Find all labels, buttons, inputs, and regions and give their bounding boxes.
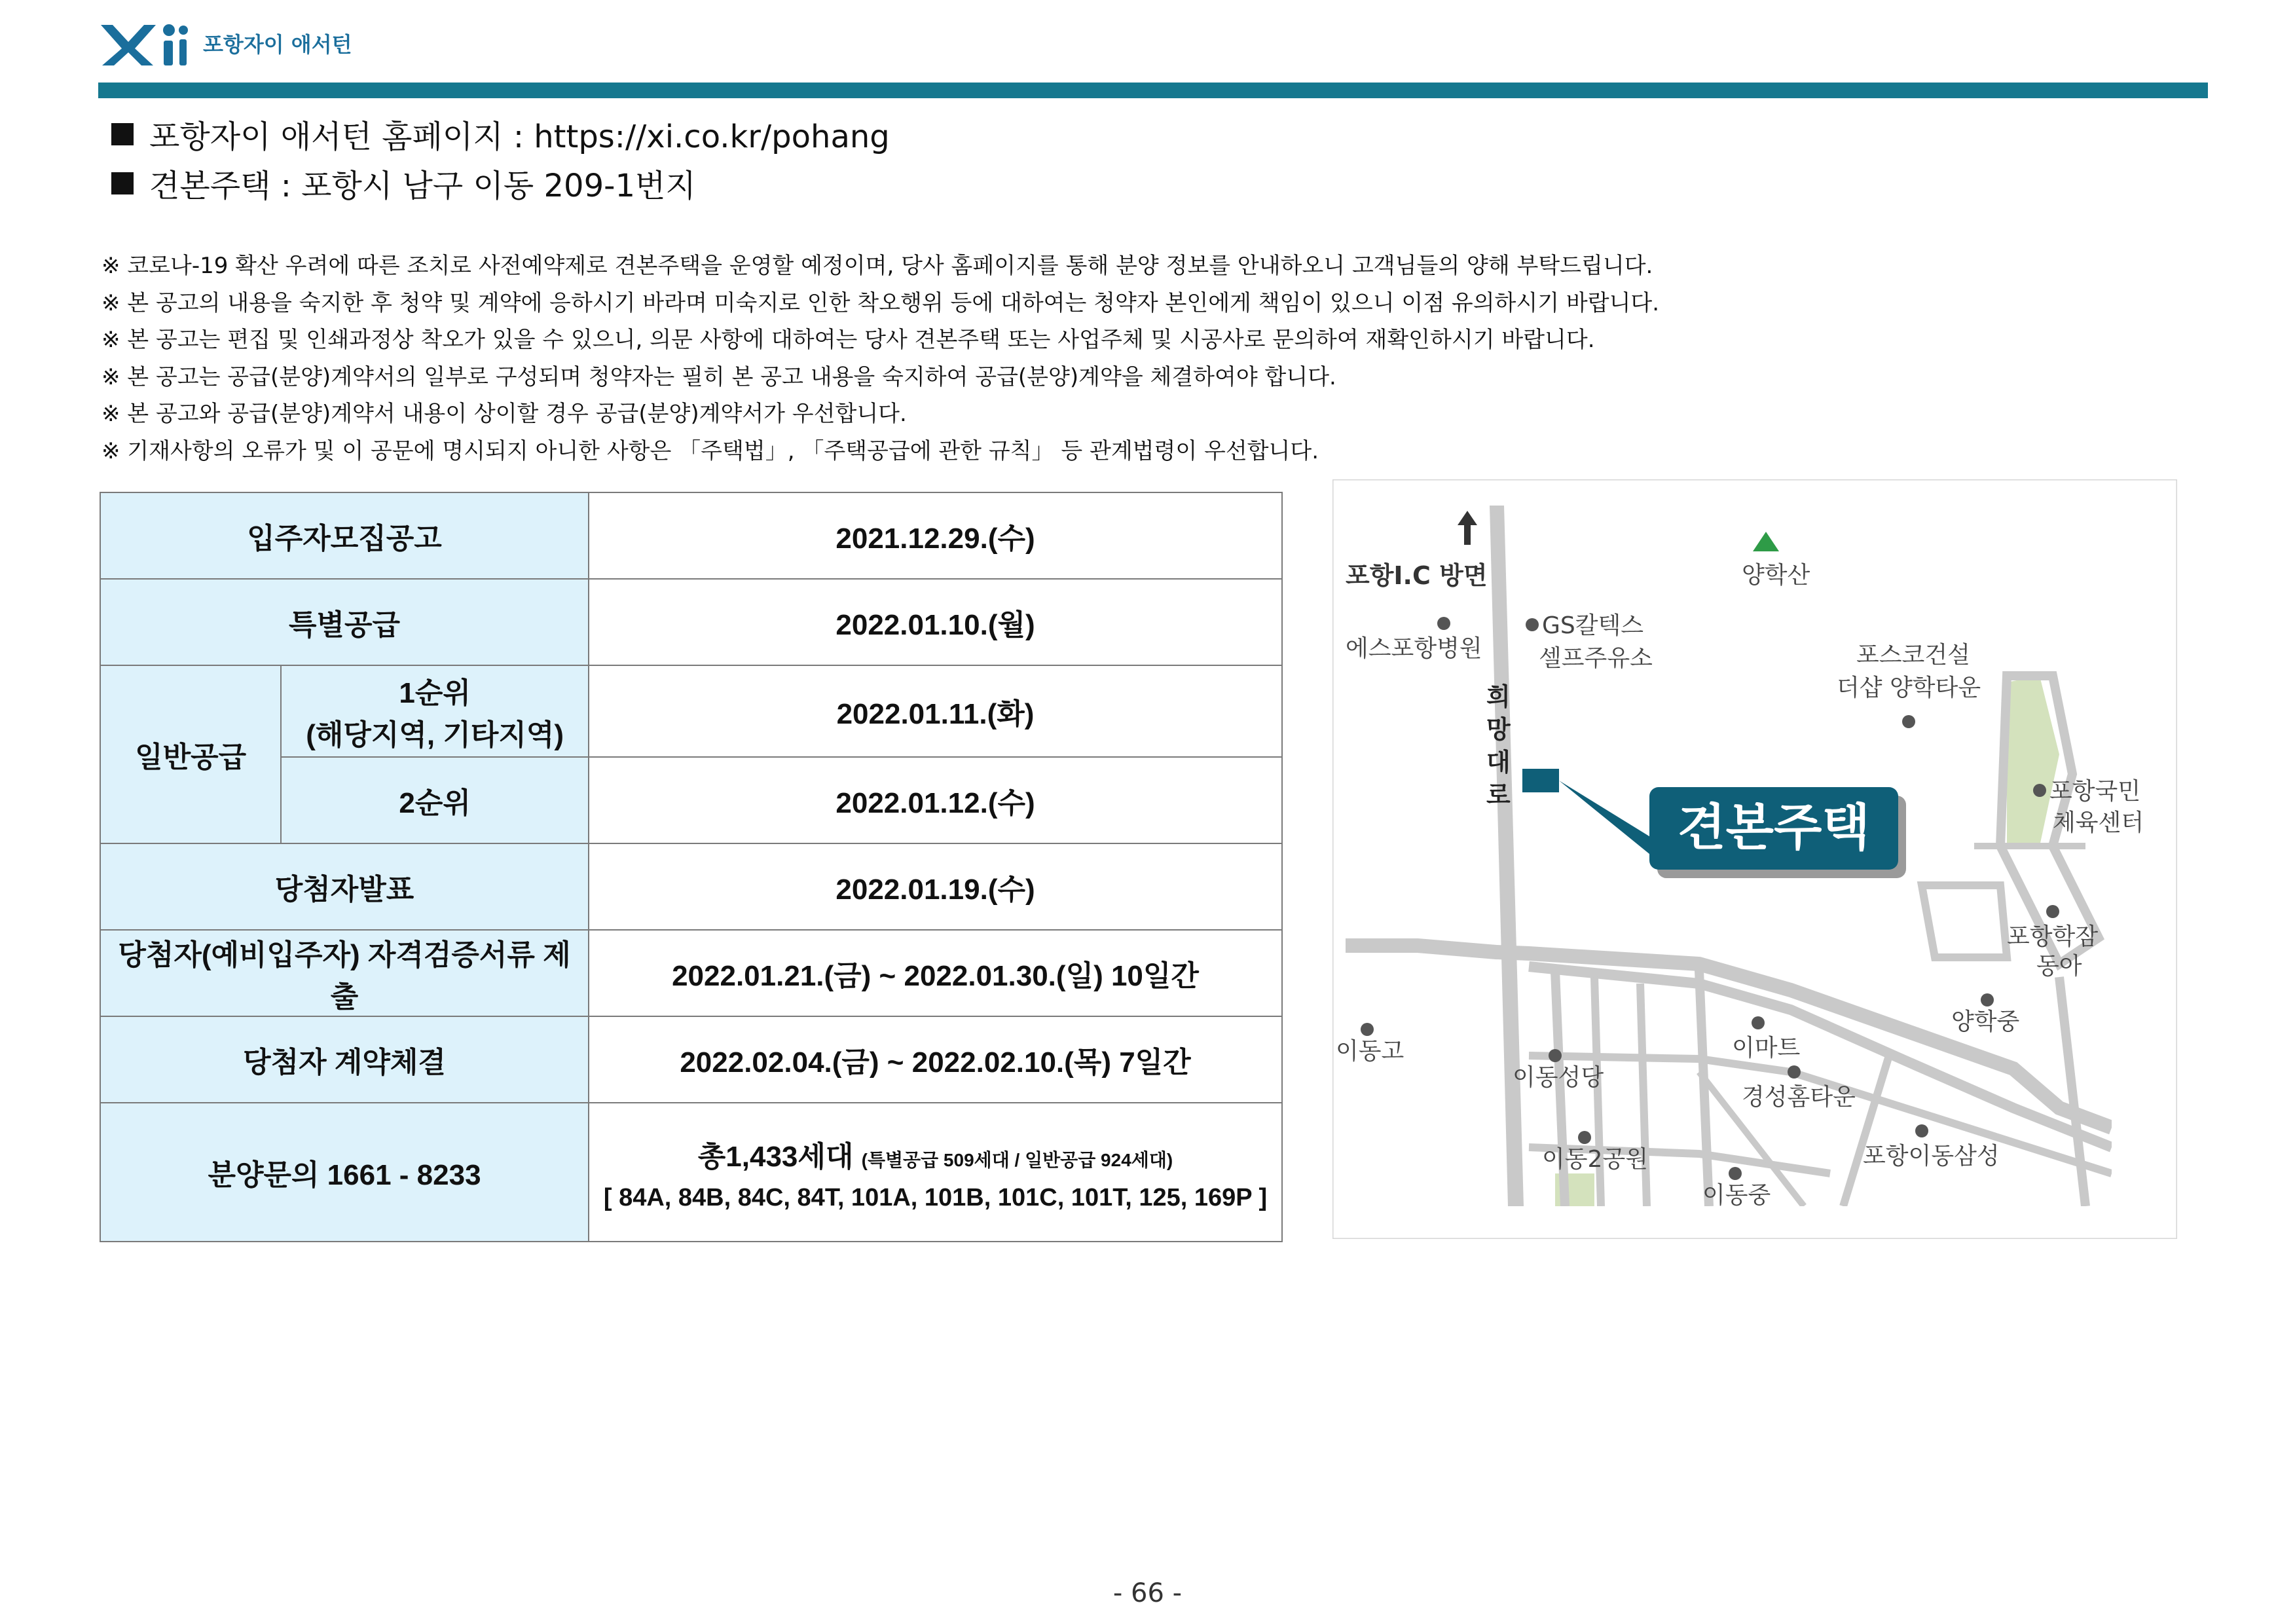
road-char: 로 — [1486, 781, 1511, 809]
table-row — [100, 492, 1282, 579]
rank1-sub: (해당지역, 기타지역) — [306, 719, 564, 751]
map-label: 양학중 — [1951, 1008, 2020, 1035]
notice-item: ※ 본 공고의 내용을 숙지한 후 청약 및 계약에 응하시기 바라며 미숙지로 인한 착오행위 등에 대하여는 청약자 본인에게 책임이 있으니 이점 유의하시기 바랍니다. — [101, 289, 1660, 316]
map-marker-icon — [1788, 1065, 1801, 1079]
map-label: 더샵 양학타운 — [1837, 674, 1981, 701]
unit-types: [ 84A, 84B, 84C, 84T, 101A, 101B, 101C, 101T, 125, 169P ] — [603, 1183, 1268, 1211]
map-marker-icon — [1729, 1167, 1742, 1180]
map-label: 체육센터 — [2053, 809, 2144, 836]
bullet-square-icon — [111, 123, 134, 145]
map-marker-icon — [2033, 784, 2046, 797]
inquiry-label: 분양문의 1661 - 8233 — [100, 1103, 589, 1242]
notice-item: ※ 코로나-19 확산 우려에 따른 조치로 사전예약제로 견본주택을 운영할 예정이며, 당사 홈페이지를 통해 분양 정보를 안내하오니 고객님들의 양해 부탁드립니다. — [101, 253, 1653, 279]
map-label: 경성홈타운 — [1742, 1084, 1856, 1111]
map-marker-icon — [2046, 905, 2059, 918]
special-value: 2022.01.10.(월) — [589, 579, 1282, 665]
brand-name: 포항자이 애서턴 — [203, 32, 352, 57]
road-char: 희 — [1486, 682, 1511, 711]
table-row — [100, 930, 1282, 1016]
model-house-label: 견본주택 — [1678, 798, 1870, 857]
map-label: 에스포항병원 — [1346, 635, 1482, 662]
notice-item: ※ 본 공고와 공급(분양)계약서 내용이 상이할 경우 공급(분양)계약서가 우선합니다. — [101, 401, 907, 427]
model-house-text: 견본주택 : 포항시 남구 이동 209-1번지 — [149, 168, 696, 204]
map-label: 셀프주유소 — [1539, 645, 1653, 672]
location-map — [1332, 479, 2177, 1239]
units-breakdown: (특별공급 509세대 / 일반공급 924세대) — [861, 1149, 1173, 1170]
map-label: 이동성당 — [1513, 1064, 1604, 1091]
map-marker-icon — [1915, 1124, 1928, 1137]
contract-value: 2022.02.04.(금) ~ 2022.02.10.(목) 7일간 — [589, 1016, 1282, 1103]
announcement-label: 입주자모집공고 — [100, 492, 589, 579]
total-units: 총1,433세대 — [697, 1140, 854, 1173]
documents-label: 당첨자(예비입주자) 자격검증서류 제출 — [100, 930, 589, 1016]
direction-label: 포항I.C 방면 — [1346, 561, 1488, 590]
inquiry-value — [589, 1103, 1282, 1242]
winners-value: 2022.01.19.(수) — [589, 843, 1282, 930]
map-label: 동아 — [2036, 953, 2082, 980]
general-label: 일반공급 — [100, 665, 281, 843]
winners-label: 당첨자발표 — [100, 843, 589, 930]
road-char: 대 — [1486, 748, 1511, 777]
notice-list — [101, 248, 1659, 470]
map-label: 포항국민 — [2049, 778, 2141, 805]
table-row — [100, 1103, 1282, 1242]
map-marker-icon — [1752, 1016, 1765, 1029]
homepage-info — [111, 111, 890, 157]
table-row — [100, 579, 1282, 665]
map-label: 이동중 — [1702, 1182, 1771, 1209]
special-label: 특별공급 — [100, 579, 589, 665]
page-number: - 66 - — [1112, 1578, 1183, 1608]
rank1-value: 2022.01.11.(화) — [589, 665, 1282, 757]
rank1-cell — [281, 665, 589, 757]
map-label: 포항학잠 — [2007, 923, 2099, 950]
map-label: GS칼텍스 — [1542, 612, 1644, 639]
map-marker-icon — [1981, 993, 1994, 1006]
map-marker-icon — [1549, 1049, 1562, 1062]
map-label: 양학산 — [1742, 562, 1810, 589]
map-label: 포항이동삼성 — [1863, 1143, 2000, 1170]
notice-item: ※ 본 공고는 편집 및 인쇄과정상 착오가 있을 수 있으니, 의문 사항에 대하여는 당사 견본주택 또는 사업주체 및 시공사로 문의하여 재확인하시기 바랍니다. — [101, 327, 1595, 353]
map-label: 이마트 — [1732, 1035, 1801, 1061]
map-marker-icon — [1902, 715, 1915, 728]
bullet-square-icon — [111, 172, 134, 194]
table-row — [100, 665, 1282, 757]
notice-item: ※ 본 공고는 공급(분양)계약서의 일부로 구성되며 청약자는 필히 본 공고 내용을 숙지하여 공급(분양)계약을 체결하여야 합니다. — [101, 363, 1336, 390]
map-marker-icon — [1437, 617, 1450, 630]
contract-label: 당첨자 계약체결 — [100, 1016, 589, 1103]
header-bar — [98, 83, 2208, 98]
model-house-marker-icon — [1522, 769, 1559, 792]
schedule-table — [100, 492, 1283, 1242]
brand — [98, 20, 352, 67]
map-label: 이동2공원 — [1542, 1146, 1649, 1173]
table-row — [100, 843, 1282, 930]
map-label: 이동고 — [1336, 1038, 1405, 1065]
map-label: 포스코건설 — [1856, 642, 1970, 669]
documents-value: 2022.01.21.(금) ~ 2022.01.30.(일) 10일간 — [589, 930, 1282, 1016]
map-marker-icon — [1526, 618, 1539, 631]
map-marker-icon — [1578, 1131, 1591, 1144]
xi-logo-icon — [98, 20, 190, 67]
notice-item: ※ 기재사항의 오류가 및 이 공문에 명시되지 아니한 사항은 「주택법」, 「주택공급에 관한 규칙」 등 관계법령이 우선합니다. — [101, 437, 1319, 464]
rank2-label: 2순위 — [281, 757, 589, 843]
rank1-label: 1순위 — [399, 677, 471, 709]
rank2-value: 2022.01.12.(수) — [589, 757, 1282, 843]
road-char: 망 — [1486, 715, 1511, 744]
homepage-text: 포항자이 애서턴 홈페이지 : https://xi.co.kr/pohang — [149, 119, 890, 155]
map-marker-icon — [1361, 1023, 1374, 1036]
announcement-value: 2021.12.29.(수) — [589, 492, 1282, 579]
model-house-info — [111, 160, 696, 206]
table-row — [100, 1016, 1282, 1103]
